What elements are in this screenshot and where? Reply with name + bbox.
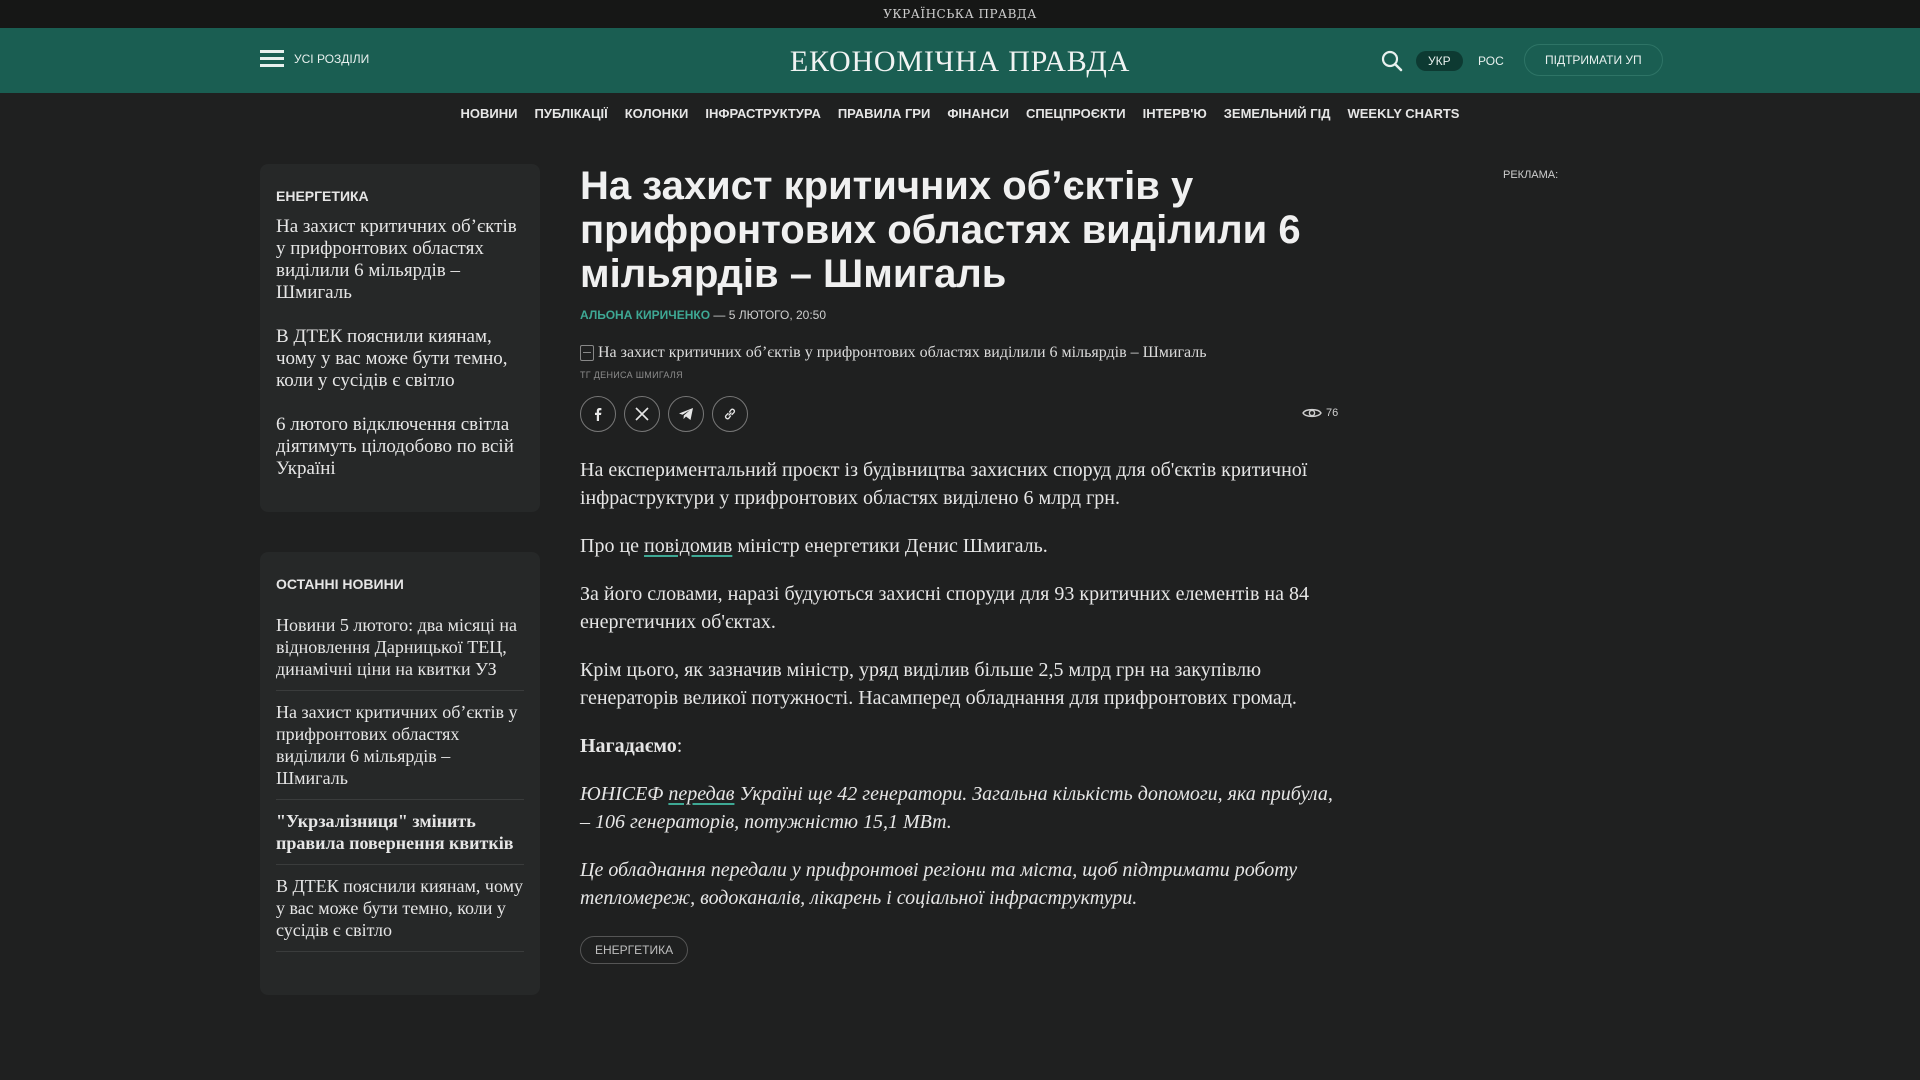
telegram-icon: [678, 407, 694, 421]
nav-item-news[interactable]: НОВИНИ: [460, 105, 518, 121]
article-title: На захист критичних об’єктів у прифронтових областях виділили 6 мільярдів – Шмигаль: [580, 164, 1301, 296]
image-alt-text: На захист критичних об’єктів у прифронтових областях виділили 6 мільярдів – Шмигаль: [598, 344, 1207, 361]
related-category[interactable]: ЕНЕРГЕТИКА: [276, 188, 369, 204]
related-item[interactable]: На захист критичних об’єктів у прифронтових областях виділили 6 мільярдів – Шмигаль: [276, 216, 517, 303]
all-sections-button[interactable]: [260, 50, 369, 67]
nav-item-infrastructure[interactable]: ІНФРАСТРУКТУРА: [705, 105, 821, 121]
views-counter: [1302, 406, 1338, 420]
unicef-link[interactable]: передав: [668, 783, 735, 805]
lang-ukr-button[interactable]: УКР: [1416, 51, 1463, 71]
latest-news-item[interactable]: В ДТЕК пояснили киянам, чому у вас може бути темно, коли у сусідів є світло: [276, 865, 524, 952]
image-caption: ТГ ДЕНИСА ШМИГАЛЯ: [580, 370, 683, 380]
latest-news-heading: ОСТАННІ НОВИНИ: [276, 576, 404, 592]
top-brand-bar: [0, 0, 1920, 28]
publish-date: — 5 ЛЮТОГО, 20:50: [710, 308, 827, 322]
paragraph: ЮНІСЕФ передав Україні ще 42 генератори. Загальна кількість допомоги, яка прибула, – 106 генераторів, потужністю 15,1 МВт.: [580, 783, 1333, 833]
latest-news-item[interactable]: Новини 5 лютого: два місяці на відновлення Дарницької ТЕЦ, динамічні ціни на квитки УЗ: [276, 604, 524, 691]
related-item[interactable]: 6 лютого відключення світла діятимуть цілодобово по всій Україні: [276, 414, 514, 479]
paragraph: Це обладнання передали у прифронтові регіони та міста, щоб підтримати роботу тепломереж, водоканалів, лікарень і соціальної інфраструктури.: [580, 859, 1298, 909]
main-nav: [0, 93, 1920, 133]
source-link[interactable]: повідомив: [644, 535, 733, 557]
nav-item-specprojects[interactable]: СПЕЦПРОЄКТИ: [1025, 105, 1126, 121]
article-byline: [580, 308, 1340, 322]
article-tag[interactable]: ЕНЕРГЕТИКА: [580, 936, 688, 964]
nav-item-finance[interactable]: ФІНАНСИ: [947, 105, 1009, 121]
site-logo[interactable]: ЕКОНОМІЧНА ПРАВДА: [789, 45, 1131, 78]
facebook-icon: [591, 407, 605, 421]
up-brand-link[interactable]: УКРАЇНСЬКА ПРАВДА: [883, 7, 1037, 21]
paragraph: Нагадаємо:: [580, 735, 683, 757]
ad-label: РЕКЛАМА:: [1503, 169, 1559, 181]
eye-icon: [1302, 406, 1322, 420]
paragraph: Про це повідомив міністр енергетики Денис Шмигаль.: [580, 535, 1048, 557]
nav-item-columns[interactable]: КОЛОНКИ: [624, 105, 689, 121]
link-icon: [723, 407, 737, 421]
article-body: [580, 456, 1340, 912]
related-articles-card: [260, 164, 540, 512]
support-button[interactable]: ПІДТРИМАТИ УП: [1524, 44, 1663, 76]
latest-news-item[interactable]: На захист критичних об’єктів у прифронтових областях виділили 6 мільярдів – Шмигаль: [276, 691, 524, 800]
site-header: [0, 28, 1920, 93]
latest-news-item[interactable]: "Укрзалізниця" змінить правила повернення квитків: [276, 800, 524, 865]
share-bar: [580, 396, 1340, 432]
nav-item-rules[interactable]: ПРАВИЛА ГРИ: [837, 105, 931, 121]
nav-item-interview[interactable]: ІНТЕРВ'Ю: [1142, 105, 1207, 121]
share-facebook-button[interactable]: [580, 396, 616, 432]
copy-link-button[interactable]: [712, 396, 748, 432]
related-item[interactable]: В ДТЕК пояснили киянам, чому у вас може бути темно, коли у сусідів є світло: [276, 326, 508, 391]
hamburger-icon: [260, 50, 284, 67]
article: [580, 164, 1340, 964]
author-link[interactable]: АЛЬОНА КИРИЧЕНКО: [580, 308, 711, 322]
share-x-button[interactable]: [624, 396, 660, 432]
nav-item-publications[interactable]: ПУБЛІКАЦІЇ: [534, 105, 608, 121]
article-image: [580, 344, 1340, 362]
lang-ros-button[interactable]: РОС: [1478, 54, 1504, 68]
nav-item-land-guide[interactable]: ЗЕМЕЛЬНИЙ ГІД: [1223, 105, 1331, 121]
nav-item-weekly-charts[interactable]: WEEKLY CHARTS: [1347, 105, 1460, 121]
broken-image-icon: [580, 345, 594, 361]
all-sections-label: УСІ РОЗДІЛИ: [294, 51, 370, 66]
paragraph: За його словами, наразі будуються захисні споруди для 93 критичних елементів на 84 енергетичних об'єктах.: [580, 583, 1309, 633]
search-icon[interactable]: [1380, 49, 1404, 73]
share-telegram-button[interactable]: [668, 396, 704, 432]
paragraph: Крім цього, як зазначив міністр, уряд виділив більше 2,5 млрд грн на закупівлю генераторів великої потужності. Насамперед обладнання для прифронтових громад.: [580, 659, 1297, 709]
x-icon: [635, 407, 649, 421]
latest-news-card: [260, 552, 540, 995]
reminder-label: Нагадаємо: [580, 735, 677, 757]
views-count: 76: [1326, 407, 1339, 419]
paragraph: На експериментальний проєкт із будівництва захисних споруд для об'єктів критичної інфраструктури у прифронтових областях виділено 6 млрд грн.: [580, 459, 1308, 509]
